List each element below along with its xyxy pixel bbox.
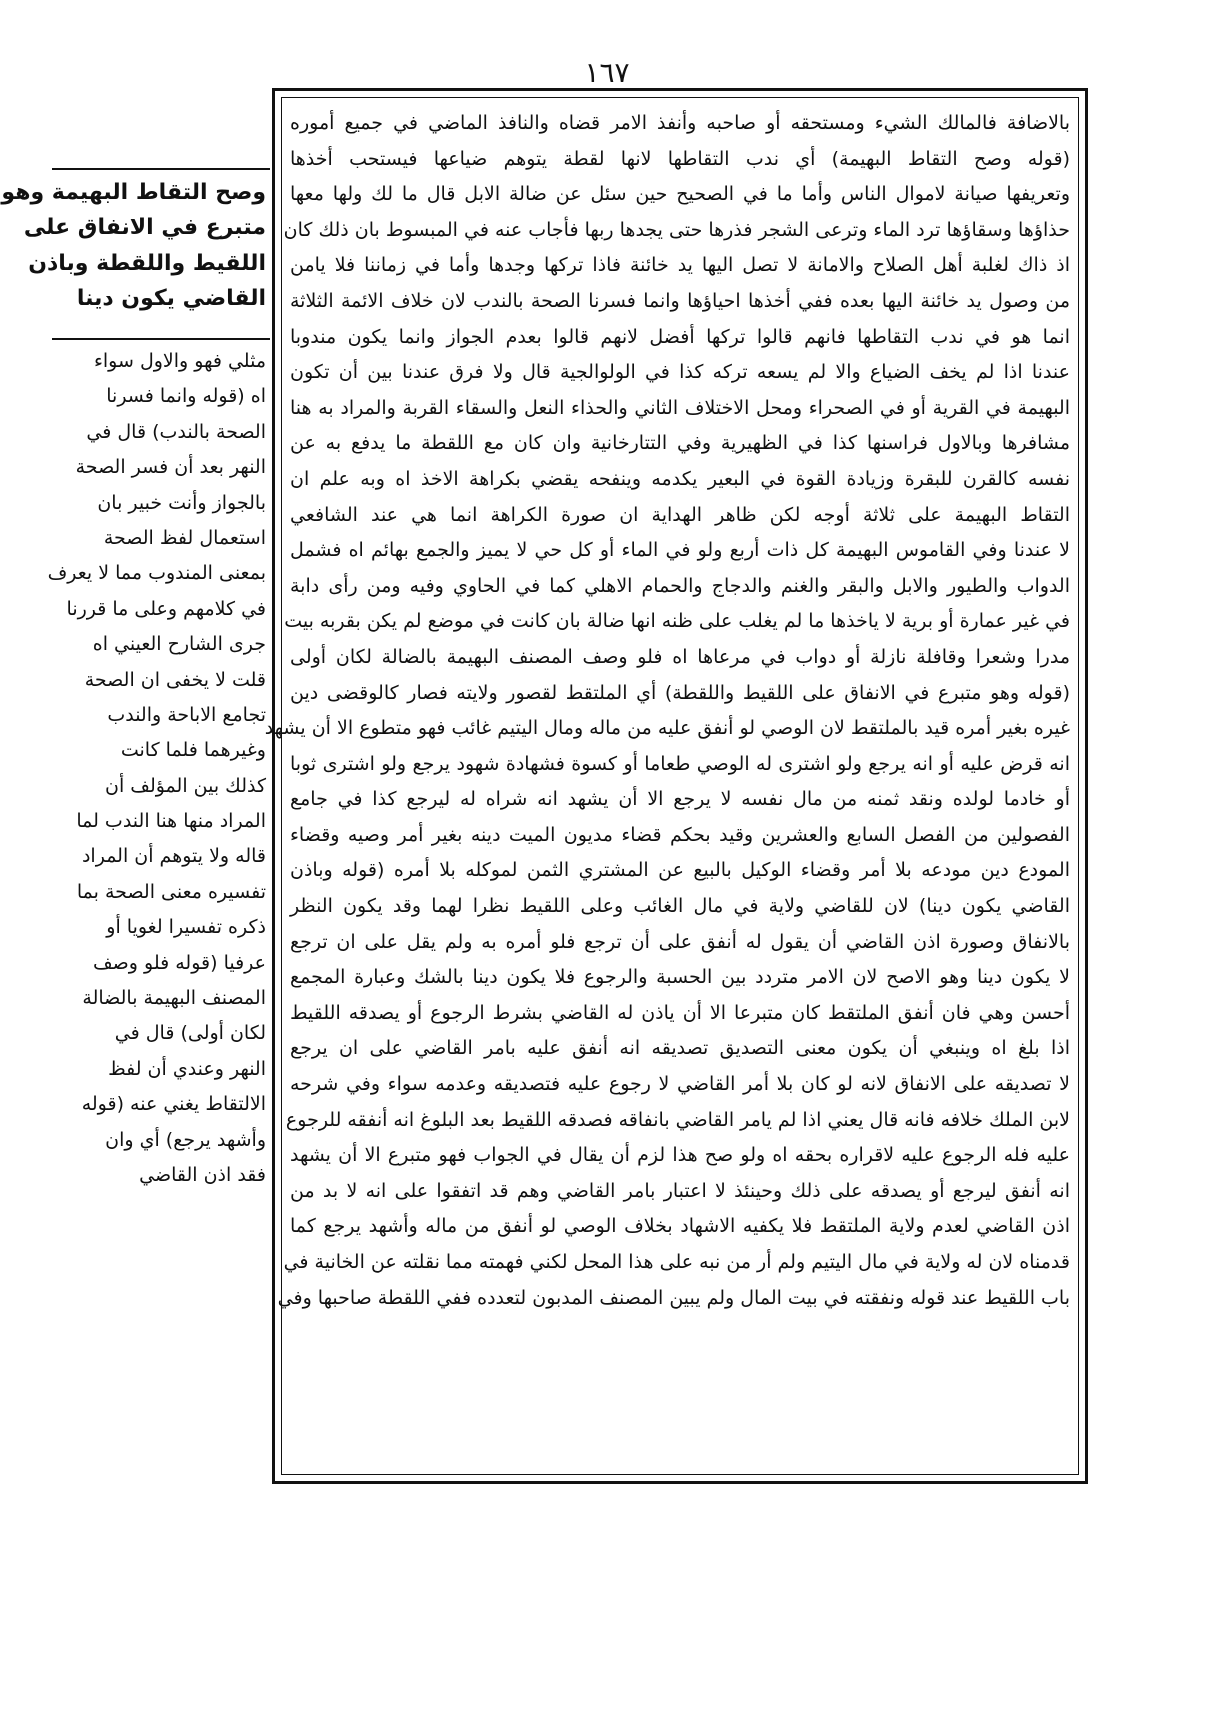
main-text-line: اذا بلغ اه وينبغي أن يكون معنى التصديق تصديقه انه أنفق عليه بامر القاضي على ان يرجع [290, 1037, 1070, 1060]
main-text-line: أو خادما لولده ونقد ثمنه من مال نفسه لا يرجع الا أن يشهد انه شراه له ليرجع كذا في جامع [290, 788, 1070, 811]
margin-text-line: وأشهد يرجع) أي وان [105, 1128, 266, 1151]
margin-divider-rule [52, 338, 270, 340]
margin-text-line: في كلامهم وعلى ما قررنا [66, 597, 266, 620]
main-text-line: (قوله وهو متبرع في الانفاق على اللقيط واللقطة) أي الملتقط لقصور ولايته فصار كالوقضى دين [290, 681, 1070, 704]
margin-text-line: قلت لا يخفى ان الصحة [84, 668, 266, 691]
main-text-line: انما هو في ندب التقاطها فانهم قالوا تركها أفضل لانهم قالوا بعدم الجواز وانما يكون مندوبا [290, 325, 1070, 348]
margin-text-line: استعمال لفظ الصحة [103, 526, 266, 549]
main-text-frame [264, 88, 1088, 1484]
margin-header-line: اللقيط واللقطة وباذن [28, 250, 266, 276]
margin-text-line: جرى الشارح العيني اه [92, 633, 266, 656]
margin-text-line: النهر وعندي أن لفظ [108, 1057, 266, 1080]
margin-text-line: المراد منها هنا الندب لما [76, 810, 266, 833]
margin-text-line: كذلك بين المؤلف أن [105, 774, 266, 797]
margin-text-line: تفسيره معنى الصحة بما [76, 880, 266, 903]
main-text-line: في غير عمارة أو برية لا ياخذها ما لم يغلب على ظنه انها ضالة بان كانت في موضع لم يكن بقربه بيت [284, 610, 1070, 633]
main-text-line: قدمناه لان له ولاية في مال اليتيم ولم أر من نبه على هذا المحل لكني فهمته مما نقلته عن الخانية في [283, 1251, 1070, 1273]
margin-commentary [47, 344, 266, 1193]
main-text-line: الدواب والطيور والابل والبقر والغنم والدجاج والحمام الاهلي كما في الحاوي وفيه ومن رأى دابة [290, 574, 1070, 597]
main-text-line: مدرا وشعرا وقافلة نازلة أو دواب في مرعاها اه فلو وصف المصنف البهيمة بالضالة لكان أولى [290, 645, 1070, 668]
page-number: ١٦٧ [584, 56, 630, 89]
margin-text-line: الالتقاط يغني عنه (قوله [81, 1093, 266, 1116]
main-text-line: باب اللقيط عند قوله ونفقته في بيت المال ولم يبين المصنف المدبون لتعدده ففي اللقطة صاحبها وفي [277, 1286, 1070, 1309]
margin-text-line: بمعنى المندوب مما لا يعرف [47, 562, 266, 585]
main-text-line: أحسن وهي فان أنفق الملتقط كان متبرعا الا أن ياذن له القاضي بشرط الرجوع أو يصدقه اللقيط [290, 1001, 1070, 1024]
main-text-line: لابن الملك خلافه فانه قال يعني اذا لم يامر القاضي بانفاقه فصدقه اللقيط بعد البلوغ انه أنفقه للرجوع [285, 1108, 1070, 1131]
main-text-line: مشافرها وبالاول فراسنها كذا في الظهيرية وفي التتارخانية وان كان مع اللقطة ما يدفع به عن [290, 432, 1070, 455]
main-text-line: انه أنفق ليرجع أو يصدقه على ذلك وحينئذ لا اعتبار بامر القاضي وهم قد اتفقوا على انه لا بد من [290, 1179, 1070, 1202]
main-text-line: عندنا اذا لم يخف الضياع والا لم يسعه تركه كذا في الولوالجية قال ولا فرق عندنا بين أن تكون [290, 361, 1070, 384]
margin-header-line: وصح التقاط البهيمة وهو [1, 180, 266, 205]
margin-text-line: المصنف البهيمة بالضالة [82, 987, 266, 1010]
margin-text-line: مثلي فهو والاول سواء [93, 350, 266, 372]
main-commentary [264, 106, 1070, 1466]
margin-text-line: النهر بعد أن فسر الصحة [75, 456, 266, 479]
main-text-line: وتعريفها صيانة لاموال الناس وأما ما في الصحيح حين سئل عن ضالة الابل قال ما لك ولها معها [290, 183, 1070, 206]
main-text-line: التقاط البهيمة على ثلاثة أوجه لكن ظاهر الهداية ان صورة الكراهة انما هي عند الشافعي [290, 503, 1070, 526]
main-text-line: من وصول يد خائنة اليها بعده ففي أخذها احياؤها وانما فسرنا الصحة بالندب لان خلاف الائمة الثلاثة [290, 289, 1070, 312]
margin-text-line: ذكره تفسيرا لغويا أو [106, 916, 266, 939]
margin-text-line: عرفيا (قوله فلو وصف [93, 951, 266, 974]
main-text-line: لا عندنا وفي القاموس البهيمة كل ذات أربع ولو في الماء أو كل حي لا يميز والجمع بهائم اه فشمل [290, 539, 1070, 562]
main-text-line: القاضي يكون دينا) لان للقاضي ولاية في مال الغائب وعلى اللقيط نظرا لهما وقد يكون النظر [290, 895, 1070, 918]
main-text-line: الفصولين من الفصل السابع والعشرين وقيد بحكم قضاء مديون الميت دينه بغير أمر وصيه وقضاء [290, 823, 1070, 846]
main-text-line: نفسه كالقرن للبقرة وزيادة القوة في البعير يكدمه وينفحه يقضي بكراهة الاخذ اه وبه علم ان [290, 467, 1070, 490]
main-text-line: المودع دين مودعه بلا أمر وقضاء الوكيل بالبيع عن المشتري الثمن لموكله بلا أمره (قوله وباذن [290, 859, 1070, 882]
margin-text-line: قاله ولا يتوهم أن المراد [81, 845, 266, 868]
main-text-line: انه قرض عليه أو انه يرجع ولو اشترى له الوصي طعاما أو كسوة فشهادة شهود يرجع ولو اشترى ثوبا [290, 752, 1070, 775]
main-text-line: عليه فله الرجوع عليه لاقراره بحقه اه ولو صح هذا لزم أن يقال في الجواب فهو متبرع الا أن يشهد [290, 1144, 1070, 1167]
margin-top-rule [52, 168, 270, 170]
margin-text-line: تجامع الاباحة والندب [107, 703, 266, 726]
margin-header-line: القاضي يكون دينا [76, 286, 266, 312]
main-text-line: اذ ذاك لغلبة أهل الصلاح والامانة لا تصل اليها يد خائنة فاذا تركها وجدها وأما في زماننا فلا يامن [290, 254, 1070, 277]
main-text-inner-border [264, 97, 1079, 1475]
main-text-line: (قوله وصح التقاط البهيمة) أي ندب التقاطها لانها لقطة يتوهم ضياعها فيستحب أخذها [290, 147, 1070, 170]
margin-text-line: وغيرهما فلما كانت [120, 739, 266, 762]
main-text-line: بالانفاق وصورة اذن القاضي أن يقول له أنفق على أن ترجع فلو أمره به ولم يقل على ان ترجع [290, 930, 1070, 953]
main-text-line: البهيمة في القرية أو في الصحراء ومحل الاختلاف الثاني والحذاء النعل والسقاء القربة والمراد به هنا [290, 396, 1070, 419]
main-text-line: حذاؤها وسقاؤها ترد الماء وترعى الشجر فذرها حتى يجدها ربها فأجاب عنه في المبسوط بان ذلك كان [283, 218, 1070, 241]
margin-text-line: بالجواز وأنت خبير بان [97, 491, 266, 514]
margin-header-line: متبرع في الانفاق على [23, 215, 266, 241]
margin-text-line: اه (قوله وانما فسرنا [106, 385, 266, 408]
margin-text-line: الصحة بالندب) قال في [86, 420, 266, 443]
margin-text-line: لكان أولى) قال في [114, 1022, 266, 1045]
main-text-line: لا يكون دينا وهو الاصح لان الامر متردد بين الحسبة والرجوع فلا يكون دينا بالشك وعبارة المجمع [290, 966, 1070, 989]
main-text-line: غيره بغير أمره قيد بالملتقط لان الوصي لو أنفق عليه من ماله ومال اليتيم غائب فهو متطوع الا أن يشهد [264, 717, 1070, 740]
main-text-line: اذن القاضي لعدم ولاية الملتقط فلا يكفيه الاشهاد بخلاف الوصي لو أنفق من ماله وأشهد يرجع كما [290, 1215, 1070, 1238]
main-text-line: بالاضافة فالمالك الشيء ومستحقه أو صاحبه وأنفذ الامر قضاه والنافذ الماضي في جميع أموره [290, 112, 1070, 134]
margin-header [1, 174, 266, 316]
main-text-line: لا تصديقه على الانفاق لانه لو كان بلا أمر القاضي لا رجوع عليه فتصديقه وعدمه سواء وفي شرحه [290, 1073, 1070, 1096]
margin-text-line: فقد اذن القاضي [139, 1163, 266, 1186]
